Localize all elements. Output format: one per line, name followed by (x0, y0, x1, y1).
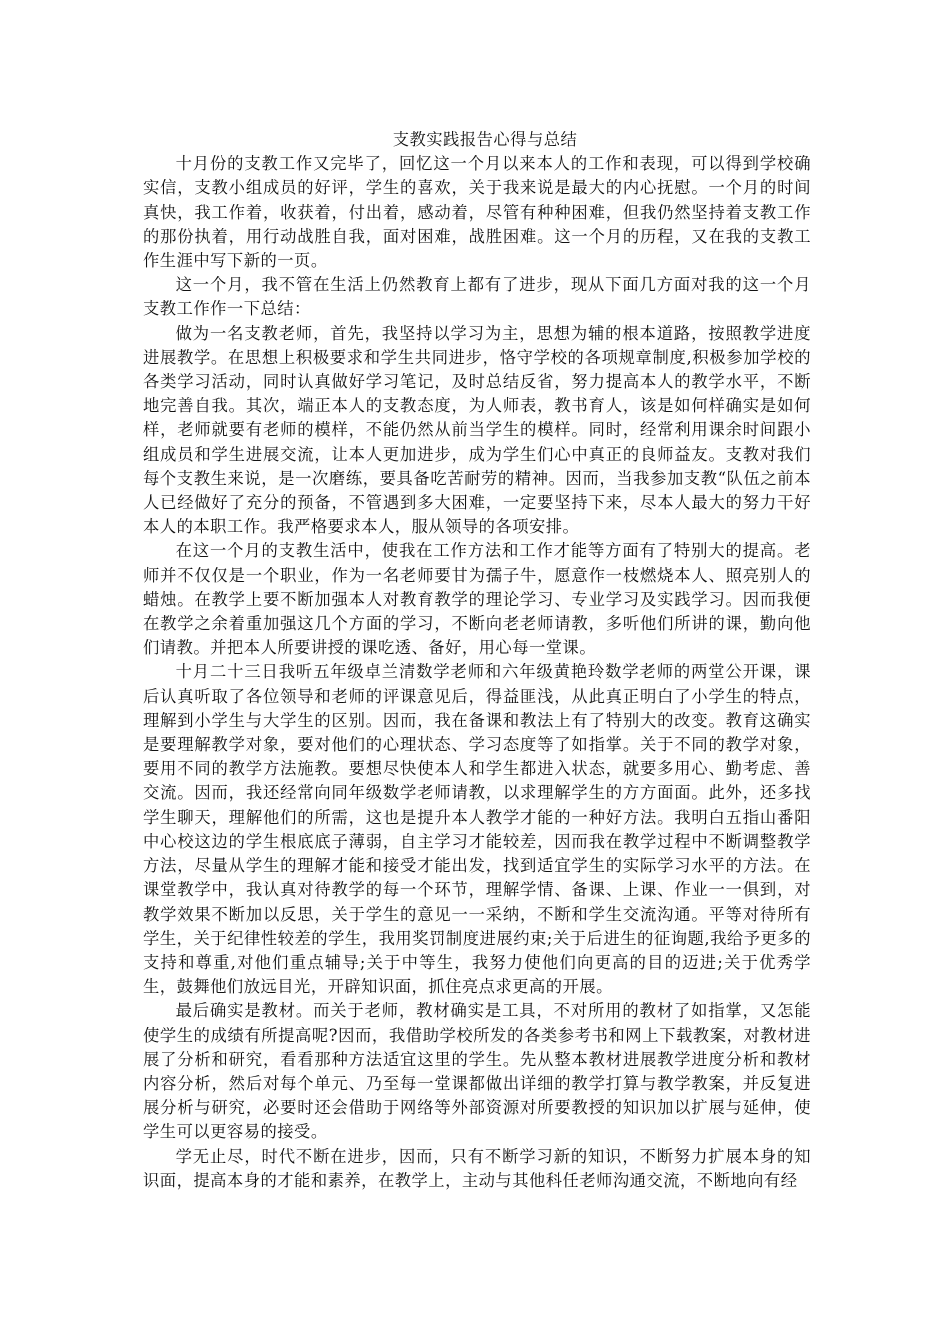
paragraph: 在这一个月的支教生活中，使我在工作方法和工作才能等方面有了特别大的提高。老师并不仅仅是一个职业，作为一名老师要甘为孺子牛，愿意作一枝燃烧本人、照亮别人的蜡烛。在教学上要不断加强本人对教育教学的理论学习、专业学习及实践学习。因而我便在教学之余着重加强这几个方面的学习，不断向老老师请教，多听他们所讲的课，勤向他们请教。并把本人所要讲授的课吃透、备好，用心每一堂课。 (143, 541, 811, 658)
paragraph: 十月份的支教工作又完毕了，回忆这一个月以来本人的工作和表现，可以得到学校确实信，支教小组成员的好评，学生的喜欢，关于我来说是最大的内心抚慰。一个月的时间真快，我工作着，收获着，付出着，感动着，尽管有种种困难，但我仍然坚持着支教工作的那份执着，用行动战胜自我，面对困难，战胜困难。这一个月的历程，又在我的支教工作生涯中写下新的一页。 (143, 154, 811, 271)
paragraph: 这一个月，我不管在生活上仍然教育上都有了进步，现从下面几方面对我的这一个月支教工作作一下总结： (143, 275, 811, 319)
paragraph: 做为一名支教老师，首先，我坚持以学习为主，思想为辅的根本道路，按照教学进度进展教学。在思想上积极要求和学生共同进步，恪守学校的各项规章制度,积极参加学校的各类学习活动，同时认真做好学习笔记，及时总结反省，努力提高本人的教学水平，不断地完善自我。其次，端正本人的支教态度，为人师表，教书育人，该是如何样确实是如何样，老师就要有老师的模样，不能仍然从前当学生的模样。同时，经常利用课余时间跟小组成员和学生进展交流，让本人更加进步，成为学生们心中真正的良师益友。支教对我们每个支教生来说，是一次磨练，要具备吃苦耐劳的精神。因而，当我参加支教“队伍之前本人已经做好了充分的预备，不管遇到多大困难，一定要坚持下来，尽本人最大的努力干好本人的本职工作。我严格要求本人，服从领导的各项安排。 (143, 323, 811, 537)
paragraph: 十月二十三日我听五年级卓兰清数学老师和六年级黄艳玲数学老师的两堂公开课，课后认真听取了各位领导和老师的评课意见后，得益匪浅，从此真正明白了小学生的特点，理解到小学生与大学生的区别。因而，我在备课和教法上有了特别大的改变。教育这确实是要理解教学对象，要对他们的心理状态、学习态度等了如指掌。关于不同的教学对象，要用不同的教学方法施教。要想尽快使本人和学生都进入状态，就要多用心、勤考虑、善交流。因而，我还经常向同年级数学老师请教，以求理解学生的方方面面。此外，还多找学生聊天，理解他们的所需，这也是提升本人教学才能的一种好方法。我明白五指山番阳中心校这边的学生根底底子薄弱，自主学习才能较差，因而我在教学过程中不断调整教学方法，尽量从学生的理解才能和接受才能出发，找到适宜学生的实际学习水平的方法。在课堂教学中，我认真对待教学的每一个环节，理解学情、备课、上课、作业一一俱到，对教学效果不断加以反思，关于学生的意见一一采纳，不断和学生交流沟通。平等对待所有学生，关于纪律性较差的学生，我用奖罚制度进展约束;关于后进生的征询题,我给予更多的支持和尊重,对他们重点辅导;关于中等生，我努力使他们向更高的目的迈进;关于优秀学生，鼓舞他们放远目光，开辟知识面，抓住亮点求更高的开展。 (143, 662, 811, 997)
document-title: 支教实践报告心得与总结 (392, 130, 578, 149)
document-body (143, 128, 811, 1193)
paragraph: 学无止尽，时代不断在进步，因而，只有不断学习新的知识，不断努力扩展本身的知识面，提高本身的才能和素养，在教学上，主动与其他科任老师沟通交流，不断地向有经 (143, 1146, 811, 1190)
paragraph: 最后确实是教材。而关于老师，教材确实是工具，不对所用的教材了如指掌，又怎能使学生的成绩有所提高呢?因而，我借助学校所发的各类参考书和网上下载教案，对教材进展了分析和研究，看看那种方法适宜这里的学生。先从整本教材进展教学进度分析和教材内容分析，然后对每个单元、乃至每一堂课都做出详细的教学打算与教学教案，并反复进展分析与研究，必要时还会借助于网络等外部资源对所要教授的知识加以扩展与延伸，使学生可以更容易的接受。 (143, 1001, 811, 1142)
